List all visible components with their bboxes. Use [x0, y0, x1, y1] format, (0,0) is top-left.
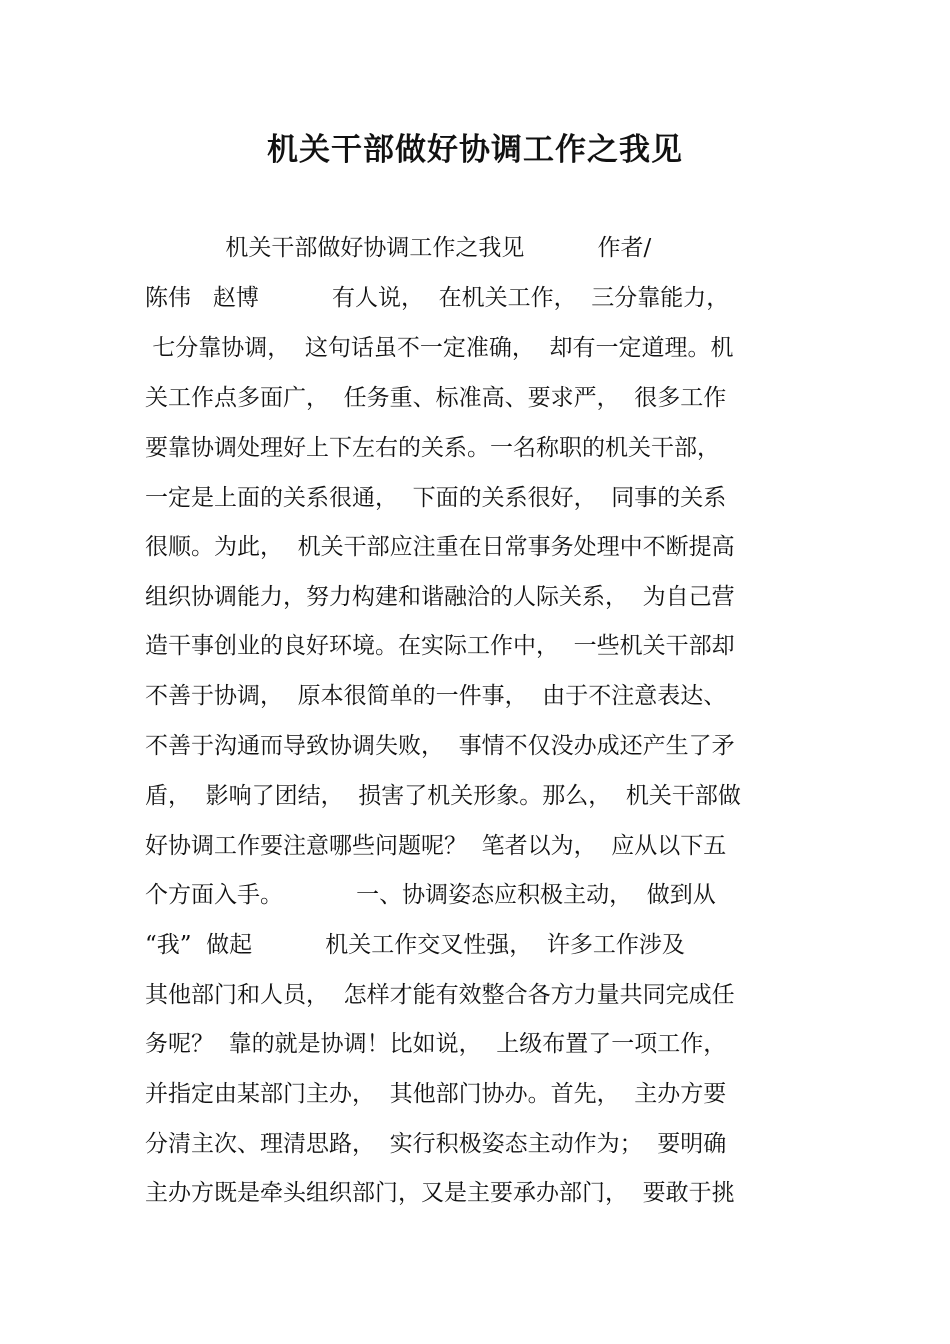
body-text-line: 一定是上面的关系很通， 下面的关系很好， 同事的关系	[145, 485, 727, 511]
body-text-line: 陈伟 赵博 有人说， 在机关工作， 三分靠能力，	[145, 285, 730, 311]
body-text-line: 并指定由某部门主办， 其他部门协办。首先， 主办方要	[145, 1081, 727, 1107]
body-text-line: 不善于协调， 原本很简单的一件事， 由于不注意表达、	[145, 683, 727, 709]
body-text-line: 组织协调能力，努力构建和谐融洽的人际关系， 为自己营	[145, 584, 735, 610]
body-text-line: 分清主次、理清思路， 实行积极姿态主动作为； 要明确	[145, 1131, 727, 1157]
body-text-line: 个方面入手。 一、协调姿态应积极主动， 做到从	[145, 882, 716, 908]
body-text-line: 主办方既是牵头组织部门，又是主要承办部门， 要敢于挑	[145, 1180, 735, 1206]
body-text-line: 好协调工作要注意哪些问题呢？ 笔者以为， 应从以下五	[145, 833, 727, 859]
body-text-line: 关工作点多面广， 任务重、标准高、要求严， 很多工作	[145, 385, 727, 411]
body-text-line: 要靠协调处理好上下左右的关系。一名称职的机关干部，	[145, 435, 720, 461]
document-title: 机关干部做好协调工作之我见	[267, 132, 683, 168]
body-text-line: “我” 做起 机关工作交叉性强， 许多工作涉及	[145, 932, 685, 958]
body-text-line: 务呢？ 靠的就是协调！比如说， 上级布置了一项工作，	[145, 1031, 727, 1057]
body-text-line: 不善于沟通而导致协调失败， 事情不仅没办成还产生了矛	[145, 733, 735, 759]
body-text-line: 造干事创业的良好环境。在实际工作中， 一些机关干部却	[145, 633, 735, 659]
body-text-line: 机关干部做好协调工作之我见 作者/	[145, 235, 652, 261]
body-text-line: 七分靠协调， 这句话虽不一定准确， 却有一定道理。机	[145, 335, 734, 361]
body-text-line: 其他部门和人员， 怎样才能有效整合各方力量共同完成任	[145, 982, 735, 1008]
body-text-line: 盾， 影响了团结， 损害了机关形象。那么， 机关干部做	[145, 783, 741, 809]
body-text-line: 很顺。为此， 机关干部应注重在日常事务处理中不断提高	[145, 534, 735, 560]
